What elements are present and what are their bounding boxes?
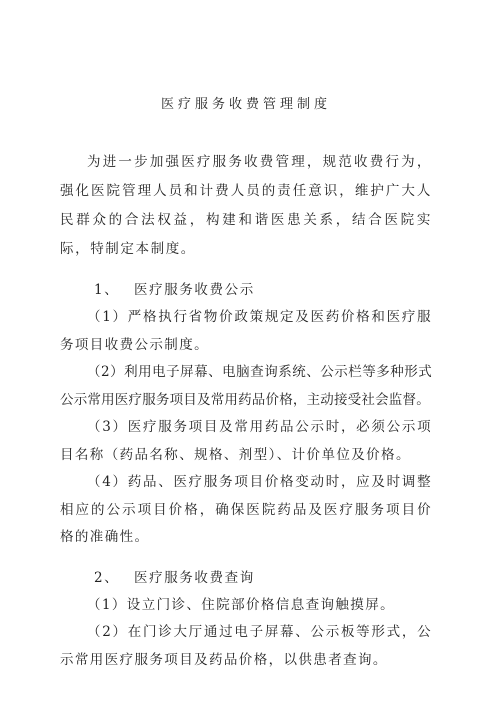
section-heading-1 (60, 276, 432, 304)
list-item: （4）药品、医疗服务项目价格变动时，应及时调整相应的公示项目价格，确保医院药品及医疗服务项目价格的准确性。 (60, 474, 432, 545)
list-item: （1）设立门诊、住院部价格信息查询触摸屏。 (87, 596, 395, 613)
section-number: 1、 (94, 282, 120, 298)
section-heading-2 (60, 564, 432, 592)
section-heading-text: 医疗服务收费查询 (134, 569, 255, 586)
intro-paragraph: 为进一步加强医疗服务收费管理，规范收费行为，强化医院管理人员和计费人员的责任意识，维护广大人民群众的合法权益，构建和谐医患关系，结合医院实际，特制定本制度。 (60, 154, 432, 257)
section-number: 2、 (94, 569, 120, 586)
list-item: （1）严格执行省物价政策规定及医药价格和医疗服务项目收费公示制度。 (60, 309, 432, 353)
section-heading-text: 医疗服务收费公示 (134, 282, 255, 298)
list-item: （3）医疗服务项目及常用药品公示时，必须公示项目名称（药品名称、规格、剂型）、计价单位及价格。 (60, 419, 432, 463)
document-title: 医疗服务收费管理制度 (160, 97, 331, 112)
list-item: （2）利用电子屏幕、电脑查询系统、公示栏等多种形式公示常用医疗服务项目及常用药品价格，主动接受社会监督。 (60, 364, 432, 408)
list-item: （2）在门诊大厅通过电子屏幕、公示板等形式，公示常用医疗服务项目及药品价格，以供患者查询。 (60, 624, 432, 668)
